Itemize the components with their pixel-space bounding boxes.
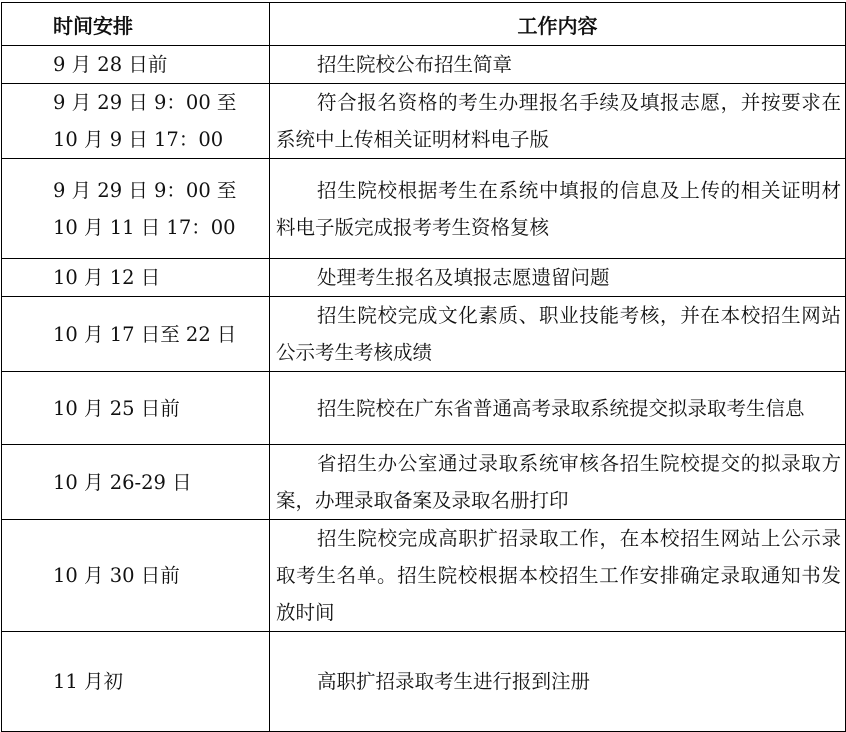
table-row [2, 46, 846, 84]
row-time-line: 10 月 9 日 17：00 [53, 128, 224, 151]
table-row [2, 297, 846, 372]
row-time: 9 月 28 日前 [2, 46, 270, 84]
table-row [2, 372, 846, 445]
row-work: 招生院校在广东省普通高考录取系统提交拟录取考生信息 [270, 372, 846, 445]
row-work: 招生院校根据考生在系统中填报的信息及上传的相关证明材料电子版完成报考考生资格复核 [270, 159, 846, 259]
row-work: 招生院校完成高职扩招录取工作，在本校招生网站上公示录取考生名单。招生院校根据本校招生工作安排确定录取通知书发放时间 [270, 520, 846, 632]
row-time-line: 9 月 29 日 9：00 至 [53, 178, 237, 202]
table-row [2, 520, 846, 632]
row-time: 10 月 30 日前 [2, 520, 270, 632]
table-row [2, 445, 846, 520]
row-work: 处理考生报名及填报志愿遗留问题 [270, 259, 846, 297]
header-work-content: 工作内容 [270, 3, 846, 46]
row-time [2, 84, 270, 159]
row-time: 10 月 12 日 [2, 259, 270, 297]
row-time: 10 月 26-29 日 [2, 445, 270, 520]
table-header-row [2, 3, 846, 46]
table-row [2, 259, 846, 297]
row-time-line: 10 月 11 日 17：00 [53, 215, 236, 239]
header-time-arrangement: 时间安排 [2, 3, 270, 46]
row-time [2, 159, 270, 259]
row-time: 10 月 25 日前 [2, 372, 270, 445]
row-time: 11 月初 [2, 632, 270, 732]
table-row [2, 159, 846, 259]
schedule-table [1, 2, 846, 732]
table-row [2, 632, 846, 732]
row-work: 招生院校完成文化素质、职业技能考核，并在本校招生网站公示考生考核成绩 [270, 297, 846, 372]
row-time-line: 9 月 29 日 9：00 至 [53, 91, 237, 114]
table-row [2, 84, 846, 159]
row-work: 招生院校公布招生简章 [270, 46, 846, 84]
row-time: 10 月 17 日至 22 日 [2, 297, 270, 372]
row-work: 省招生办公室通过录取系统审核各招生院校提交的拟录取方案，办理录取备案及录取名册打印 [270, 445, 846, 520]
row-work: 符合报名资格的考生办理报名手续及填报志愿，并按要求在系统中上传相关证明材料电子版 [270, 84, 846, 159]
row-work: 高职扩招录取考生进行报到注册 [270, 632, 846, 732]
